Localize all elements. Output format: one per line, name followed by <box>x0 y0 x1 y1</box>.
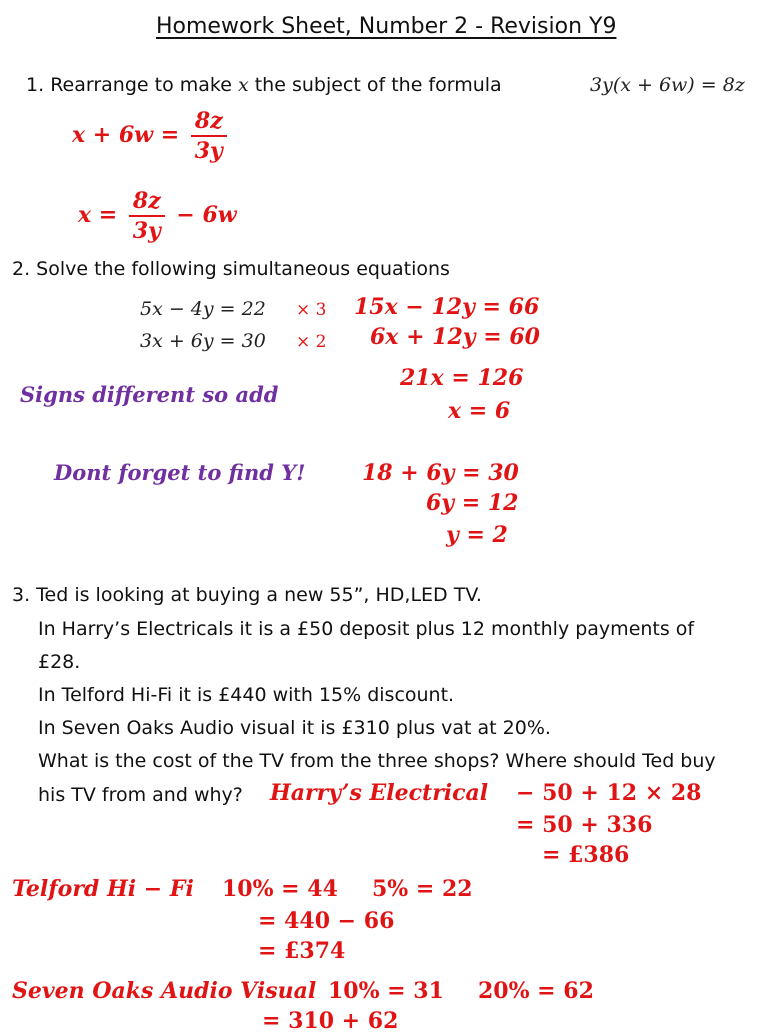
working-line-6: 6y = 12 <box>426 490 519 516</box>
step-2-lhs: x = <box>78 202 118 228</box>
seven-oaks-working-1a: 10% = 31 <box>328 978 444 1004</box>
seven-oaks-label: Seven Oaks Audio Visual <box>12 978 317 1004</box>
working-line-5: 18 + 6y = 30 <box>362 460 519 486</box>
working-line-4: x = 6 <box>448 398 511 424</box>
question-1-text: Rearrange to make <box>50 74 232 96</box>
page-title: Homework Sheet, Number 2 - Revision Y9 <box>156 14 617 39</box>
question-3-line-7: his TV from and why? <box>38 784 243 806</box>
question-1-formula: 3y(x + 6w) = 8z <box>590 74 745 96</box>
fraction-numerator: 8z <box>191 108 227 137</box>
telford-label: Telford Hi − Fi <box>12 876 194 902</box>
harry-working-2: = 50 + 336 <box>516 812 653 838</box>
question-3-line-4: In Telford Hi-Fi it is £440 with 15% discount. <box>38 684 455 706</box>
equation-1: 5x − 4y = 22 <box>140 298 266 320</box>
question-1-step-1 <box>72 108 231 164</box>
harry-label: Harry’s Electrical <box>270 780 489 806</box>
question-3-line-2: In Harry’s Electricals it is a £50 deposit plus 12 monthly payments of <box>38 618 695 640</box>
working-line-2: 6x + 12y = 60 <box>370 324 540 350</box>
question-1-text-2: the subject of the formula <box>254 74 502 96</box>
step-2-fraction <box>129 188 165 244</box>
step-1-fraction <box>191 108 227 164</box>
question-2: 2. Solve the following simultaneous equations <box>12 258 450 280</box>
fraction-denominator: 3y <box>194 138 223 164</box>
working-line-1: 15x − 12y = 66 <box>354 294 540 320</box>
question-3-line-5: In Seven Oaks Audio visual it is £310 plus vat at 20%. <box>38 717 551 739</box>
step-1-lhs: x + 6w = <box>72 122 180 148</box>
telford-working-1a: 10% = 44 <box>222 876 338 902</box>
equation-2-multiplier: × 2 <box>296 332 327 352</box>
question-3-line-3: £28. <box>38 651 81 673</box>
working-line-7: y = 2 <box>446 522 508 548</box>
equation-1-multiplier: × 3 <box>296 300 327 320</box>
note-find-y: Dont forget to find Y! <box>54 460 306 485</box>
harry-working-1: − 50 + 12 × 28 <box>516 780 702 806</box>
question-1-step-2 <box>78 188 237 244</box>
harry-working-3: = £386 <box>542 842 630 868</box>
telford-working-3: = £374 <box>258 938 346 964</box>
telford-working-1b: 5% = 22 <box>372 876 473 902</box>
question-1-number: 1. <box>26 74 45 96</box>
question-3-line-1: 3. Ted is looking at buying a new 55”, HD,LED TV. <box>12 584 482 606</box>
working-line-3: 21x = 126 <box>400 365 524 391</box>
seven-oaks-working-1b: 20% = 62 <box>478 978 594 1004</box>
telford-working-2: = 440 − 66 <box>258 908 395 934</box>
question-3-line-6: What is the cost of the TV from the three shops? Where should Ted buy <box>38 750 716 772</box>
fraction-numerator: 8z <box>129 188 165 217</box>
question-1-variable: x <box>237 74 249 96</box>
question-1 <box>26 74 502 96</box>
seven-oaks-working-2: = 310 + 62 <box>262 1008 399 1034</box>
note-signs-different: Signs different so add <box>20 382 279 407</box>
step-2-rhs: − 6w <box>176 202 237 228</box>
equation-2: 3x + 6y = 30 <box>140 330 266 352</box>
fraction-denominator: 3y <box>132 218 161 244</box>
